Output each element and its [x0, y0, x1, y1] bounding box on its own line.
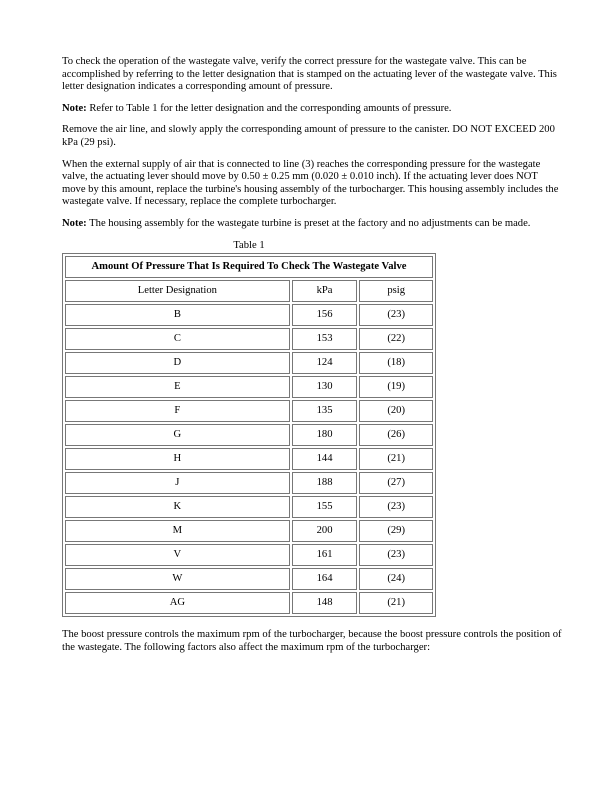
note-text: Refer to Table 1 for the letter designation and the corresponding amounts of pressure.: [86, 102, 452, 114]
external-supply-paragraph: When the external supply of air that is connected to line (3) reaches the corresponding pressure for the wastegate valve, the actuating lever should move by 0.50 ± 0.25 mm (0.020 ± 0.010 inch). If the actuating lever does NOT move by this amount, replace the turbine's housing assembly of the turbocharger. This housing assembly includes the wastegate valve. If necessary, replace the complete turbocharger.: [62, 158, 559, 208]
table-row: [65, 544, 433, 566]
table-row: [65, 328, 433, 350]
table-row: [65, 568, 433, 590]
cell-kpa: 161: [292, 544, 358, 566]
cell-psig: (27): [359, 472, 433, 494]
cell-psig: (18): [359, 352, 433, 374]
cell-kpa: 135: [292, 400, 358, 422]
cell-letter-designation: E: [65, 376, 290, 398]
cell-kpa: 188: [292, 472, 358, 494]
cell-letter-designation: AG: [65, 592, 290, 614]
table-title: Amount Of Pressure That Is Required To Check The Wastegate Valve: [65, 256, 433, 278]
cell-letter-designation: W: [65, 568, 290, 590]
table-caption: Table 1: [233, 239, 265, 251]
pressure-table: [62, 253, 436, 617]
table-body: [65, 304, 433, 614]
cell-psig: (20): [359, 400, 433, 422]
column-header-letter-designation: Letter Designation: [65, 280, 290, 302]
cell-kpa: 155: [292, 496, 358, 518]
table-row: [65, 304, 433, 326]
table-row: [65, 376, 433, 398]
cell-kpa: 153: [292, 328, 358, 350]
table-row: [65, 496, 433, 518]
cell-letter-designation: K: [65, 496, 290, 518]
cell-psig: (29): [359, 520, 433, 542]
cell-letter-designation: C: [65, 328, 290, 350]
table-row: [65, 352, 433, 374]
note-label: Note:: [62, 102, 87, 114]
cell-letter-designation: M: [65, 520, 290, 542]
cell-psig: (23): [359, 496, 433, 518]
remove-air-line-paragraph: Remove the air line, and slowly apply the corresponding amount of pressure to the canister. DO NOT EXCEED 200 kPa (29 psi).: [62, 124, 555, 148]
cell-psig: (24): [359, 568, 433, 590]
column-header-psig: psig: [359, 280, 433, 302]
cell-letter-designation: D: [65, 352, 290, 374]
cell-letter-designation: H: [65, 448, 290, 470]
table-row: [65, 592, 433, 614]
cell-psig: (22): [359, 328, 433, 350]
cell-letter-designation: B: [65, 304, 290, 326]
cell-letter-designation: G: [65, 424, 290, 446]
boost-pressure-paragraph: The boost pressure controls the maximum rpm of the turbocharger, because the boost pressure controls the position of the wastegate. The following factors also affect the maximum rpm of the turbocharger:: [62, 629, 562, 653]
table-row: [65, 472, 433, 494]
cell-kpa: 144: [292, 448, 358, 470]
table-row: [65, 448, 433, 470]
note-text: The housing assembly for the wastegate turbine is preset at the factory and no adjustments can be made.: [86, 217, 531, 229]
cell-kpa: 164: [292, 568, 358, 590]
document-body: [62, 56, 562, 663]
cell-letter-designation: J: [65, 472, 290, 494]
cell-kpa: 130: [292, 376, 358, 398]
cell-kpa: 148: [292, 592, 358, 614]
column-header-kpa: kPa: [292, 280, 358, 302]
table-row: [65, 424, 433, 446]
cell-kpa: 124: [292, 352, 358, 374]
cell-psig: (21): [359, 592, 433, 614]
table-row: [65, 400, 433, 422]
cell-letter-designation: V: [65, 544, 290, 566]
cell-psig: (19): [359, 376, 433, 398]
table-row: [65, 520, 433, 542]
intro-paragraph: To check the operation of the wastegate valve, verify the correct pressure for the wastegate valve. This can be accomplished by referring to the letter designation that is stamped on the actuating lever of the wastegate valve. This letter designation indicates a corresponding amount of pressure.: [62, 56, 557, 93]
cell-kpa: 156: [292, 304, 358, 326]
note-table-reference: [62, 103, 562, 116]
cell-psig: (23): [359, 544, 433, 566]
cell-psig: (23): [359, 304, 433, 326]
cell-kpa: 180: [292, 424, 358, 446]
note-label: Note:: [62, 217, 87, 229]
cell-kpa: 200: [292, 520, 358, 542]
cell-letter-designation: F: [65, 400, 290, 422]
cell-psig: (26): [359, 424, 433, 446]
note-housing-preset: [62, 218, 562, 231]
cell-psig: (21): [359, 448, 433, 470]
